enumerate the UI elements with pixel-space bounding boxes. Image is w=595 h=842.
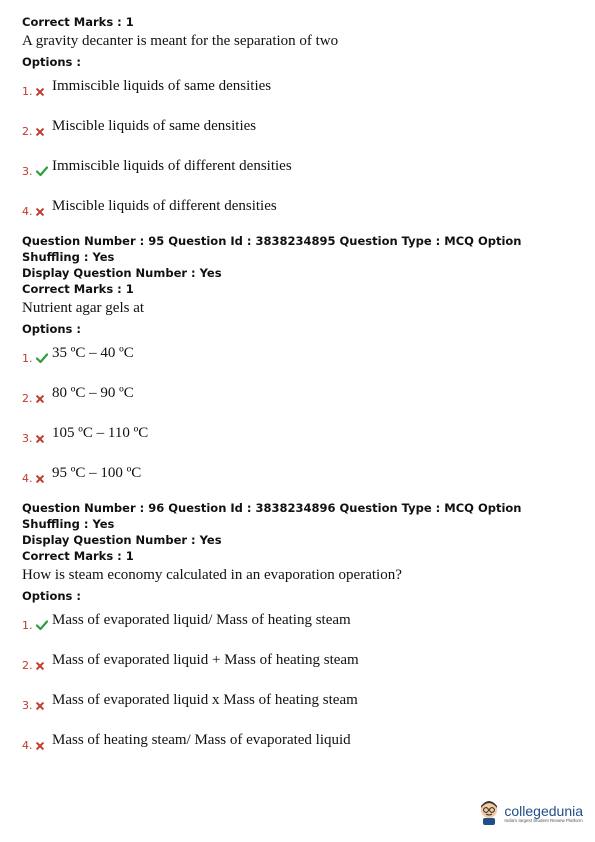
option-number: 4. (22, 472, 33, 485)
cross-icon (36, 88, 52, 96)
option-3 (22, 153, 577, 178)
option-3 (22, 687, 577, 712)
display-question-number: Display Question Number : Yes (22, 533, 222, 547)
option-number: 4. (22, 739, 33, 752)
correct-marks: Correct Marks : 1 (22, 282, 134, 296)
cross-icon (36, 208, 52, 216)
logo-tagline: India's largest Student Review Platform (504, 817, 583, 823)
option-1 (22, 73, 577, 98)
question-block-prev (22, 14, 577, 218)
cross-icon (36, 742, 52, 750)
option-number: 3. (22, 432, 33, 445)
option-number: 1. (22, 352, 33, 365)
option-4 (22, 193, 577, 218)
question-block-95 (22, 233, 577, 485)
options-label: Options : (22, 589, 81, 603)
correct-marks: Correct Marks : 1 (22, 549, 134, 563)
question-header: Question Number : 95 Question Id : 3838234895 Question Type : MCQ Option Shuffling : Yes (22, 234, 522, 264)
correct-marks: Correct Marks : 1 (22, 15, 134, 29)
display-question-number: Display Question Number : Yes (22, 266, 222, 280)
option-text: Mass of evaporated liquid x Mass of heating steam (52, 692, 358, 708)
option-number: 4. (22, 205, 33, 218)
question-page (22, 14, 577, 767)
option-number: 1. (22, 619, 33, 632)
question-text: Nutrient agar gels at (22, 300, 145, 316)
option-2 (22, 380, 577, 405)
options-list (22, 340, 577, 485)
option-text: 105 ºC – 110 ºC (52, 425, 149, 441)
options-label: Options : (22, 55, 81, 69)
mascot-icon (478, 800, 500, 826)
option-text: Miscible liquids of different densities (52, 198, 277, 214)
option-text: Mass of evaporated liquid + Mass of heating steam (52, 652, 359, 668)
options-list (22, 73, 577, 218)
option-number: 2. (22, 659, 33, 672)
option-text: Mass of evaporated liquid/ Mass of heating steam (52, 612, 351, 628)
cross-icon (36, 702, 52, 710)
check-icon (36, 166, 52, 176)
options-list (22, 607, 577, 752)
question-text: How is steam economy calculated in an evaporation operation? (22, 567, 402, 583)
option-number: 1. (22, 85, 33, 98)
option-text: 80 ºC – 90 ºC (52, 385, 134, 401)
question-header: Question Number : 96 Question Id : 3838234896 Question Type : MCQ Option Shuffling : Yes (22, 501, 522, 531)
logo-brand: collegedunia (504, 802, 583, 819)
option-1 (22, 607, 577, 632)
cross-icon (36, 662, 52, 670)
option-number: 3. (22, 165, 33, 178)
options-label: Options : (22, 322, 81, 336)
option-text: Immiscible liquids of same densities (52, 78, 272, 94)
option-2 (22, 113, 577, 138)
option-2 (22, 647, 577, 672)
option-number: 2. (22, 125, 33, 138)
option-text: Mass of heating steam/ Mass of evaporated liquid (52, 732, 351, 748)
check-icon (36, 620, 52, 630)
option-text: Miscible liquids of same densities (52, 118, 257, 134)
option-text: Immiscible liquids of different densities (52, 158, 292, 174)
option-3 (22, 420, 577, 445)
option-number: 2. (22, 392, 33, 405)
option-4 (22, 460, 577, 485)
option-number: 3. (22, 699, 33, 712)
question-text: A gravity decanter is meant for the separation of two (22, 33, 339, 49)
check-icon (36, 353, 52, 363)
option-text: 35 ºC – 40 ºC (52, 345, 134, 361)
collegedunia-logo (478, 800, 583, 826)
cross-icon (36, 128, 52, 136)
cross-icon (36, 475, 52, 483)
option-4 (22, 727, 577, 752)
question-block-96 (22, 500, 577, 752)
cross-icon (36, 435, 52, 443)
cross-icon (36, 395, 52, 403)
option-text: 95 ºC – 100 ºC (52, 465, 142, 481)
option-1 (22, 340, 577, 365)
